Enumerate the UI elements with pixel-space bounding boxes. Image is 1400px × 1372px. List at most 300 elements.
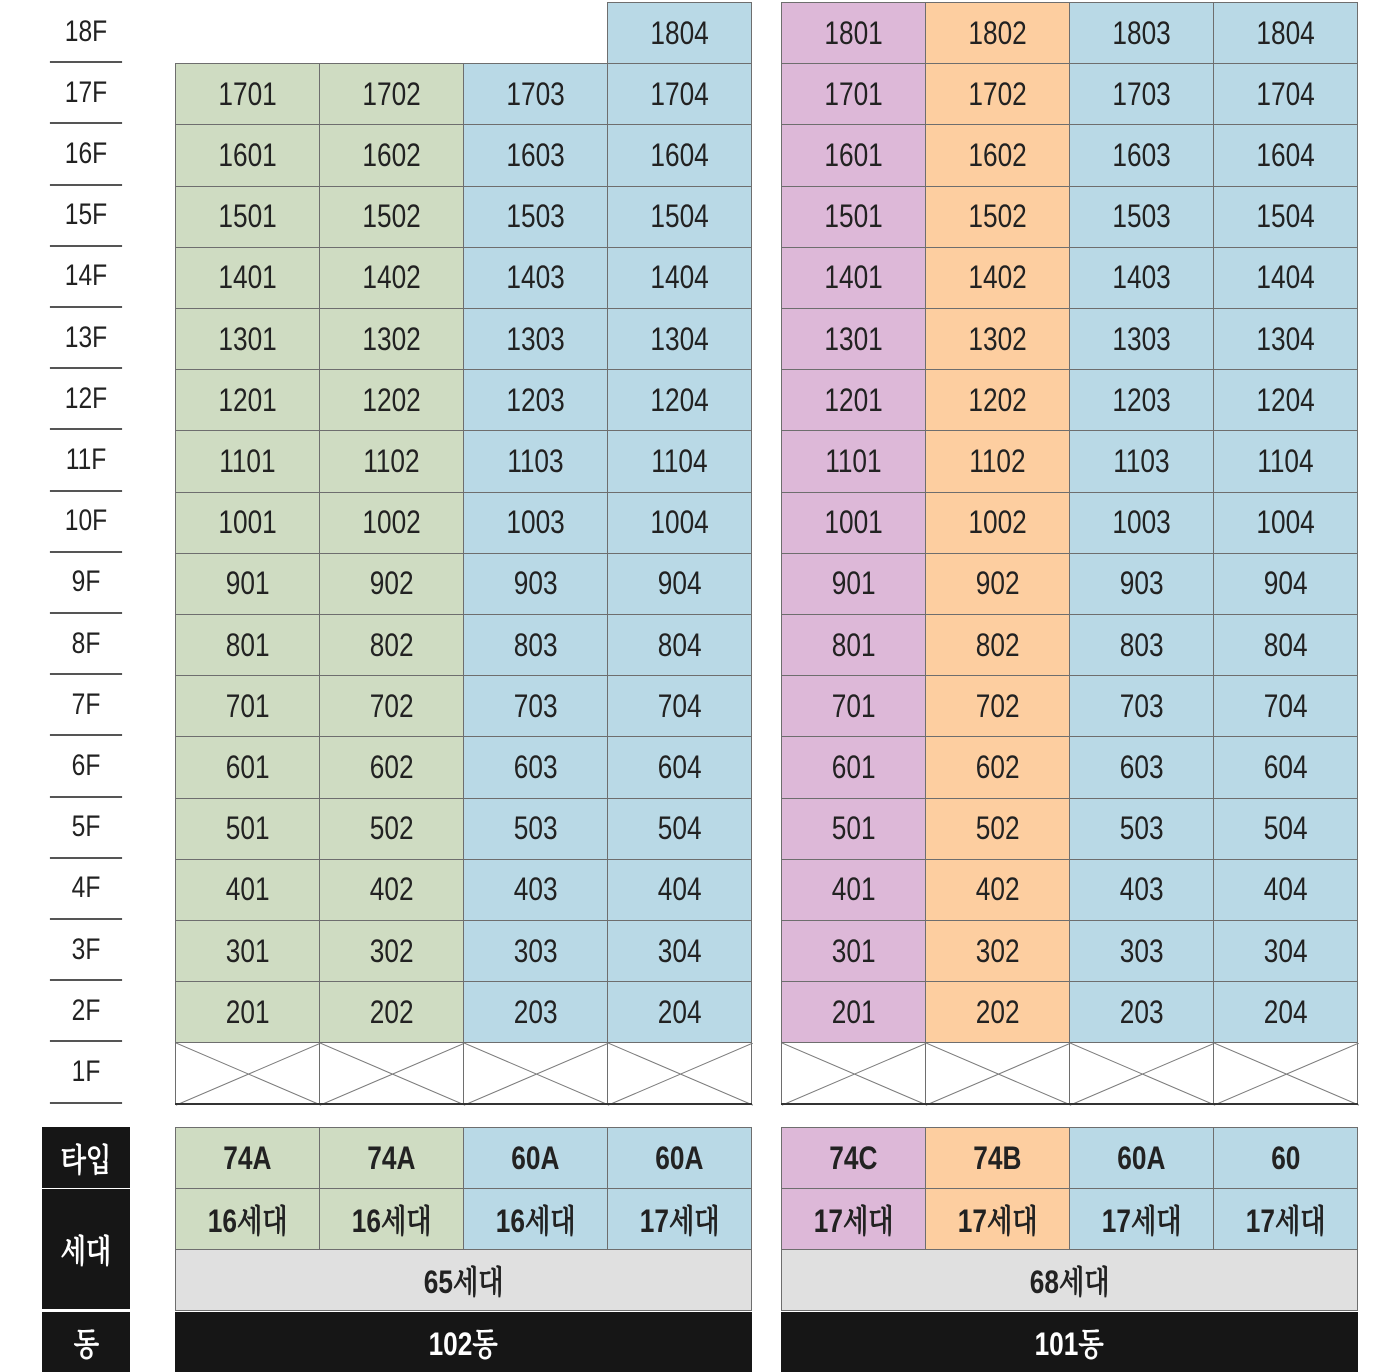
ground-line bbox=[607, 1103, 752, 1105]
unit-cell[interactable] bbox=[1069, 186, 1214, 248]
unit-cell[interactable] bbox=[463, 981, 608, 1043]
unit-cell[interactable] bbox=[1213, 186, 1358, 248]
floor-label: 3F bbox=[50, 920, 122, 981]
unit-number: 301 bbox=[831, 932, 876, 969]
unit-cell[interactable] bbox=[463, 736, 608, 798]
unit-number: 1801 bbox=[824, 14, 883, 51]
unit-cell[interactable] bbox=[463, 675, 608, 737]
unit-cell[interactable] bbox=[175, 553, 320, 615]
unit-number: 402 bbox=[975, 871, 1020, 908]
unit-number: 503 bbox=[513, 810, 558, 847]
cross-mark-icon bbox=[926, 1043, 1071, 1105]
unit-cell[interactable] bbox=[1213, 63, 1358, 125]
unit-cell[interactable] bbox=[925, 247, 1070, 309]
unit-number: 402 bbox=[369, 871, 414, 908]
unit-cell[interactable] bbox=[781, 981, 926, 1043]
building-total bbox=[781, 1249, 1358, 1311]
unit-number: 1102 bbox=[969, 442, 1026, 479]
unit-cell[interactable] bbox=[1213, 2, 1358, 64]
unit-cell[interactable] bbox=[1213, 124, 1358, 186]
unit-number: 1101 bbox=[219, 442, 276, 479]
unit-cell[interactable] bbox=[175, 981, 320, 1043]
unit-number: 404 bbox=[1263, 871, 1308, 908]
pilotis-cell bbox=[1069, 1042, 1214, 1104]
type-header-label: 타입 bbox=[60, 1141, 112, 1178]
unit-cell[interactable] bbox=[319, 124, 464, 186]
unit-cell[interactable] bbox=[925, 430, 1070, 492]
floor-label: 14F bbox=[50, 247, 122, 308]
floor-label: 8F bbox=[50, 614, 122, 675]
households-cell bbox=[607, 1188, 752, 1250]
pilotis-cell bbox=[463, 1042, 608, 1104]
unit-cell[interactable] bbox=[1069, 430, 1214, 492]
unit-cell[interactable] bbox=[1213, 614, 1358, 676]
unit-cell[interactable] bbox=[319, 675, 464, 737]
unit-number: 302 bbox=[369, 932, 414, 969]
unit-number: 701 bbox=[225, 687, 270, 724]
unit-cell[interactable] bbox=[607, 614, 752, 676]
unit-cell[interactable] bbox=[319, 798, 464, 860]
unit-cell[interactable] bbox=[925, 369, 1070, 431]
unit-cell[interactable] bbox=[925, 186, 1070, 248]
unit-number: 403 bbox=[1119, 871, 1164, 908]
unit-number: 1202 bbox=[362, 381, 421, 418]
type-label: 74A bbox=[223, 1139, 272, 1176]
households-cell bbox=[781, 1188, 926, 1250]
unit-number: 204 bbox=[657, 993, 702, 1030]
unit-cell[interactable] bbox=[175, 308, 320, 370]
floor-label: 17F bbox=[50, 63, 122, 124]
unit-number: 304 bbox=[1263, 932, 1308, 969]
households-label: 17세대 bbox=[813, 1203, 894, 1239]
unit-cell[interactable] bbox=[1069, 63, 1214, 125]
floor-label: 1F bbox=[50, 1042, 122, 1103]
unit-cell[interactable] bbox=[1213, 859, 1358, 921]
floor-label: 2F bbox=[50, 981, 122, 1042]
unit-number: 601 bbox=[831, 748, 876, 785]
unit-number: 701 bbox=[831, 687, 876, 724]
unit-cell[interactable] bbox=[463, 186, 608, 248]
unit-cell[interactable] bbox=[607, 736, 752, 798]
unit-cell[interactable] bbox=[319, 247, 464, 309]
unit-number: 1501 bbox=[824, 198, 883, 235]
unit-number: 1602 bbox=[362, 136, 421, 173]
cross-mark-icon bbox=[464, 1043, 609, 1105]
unit-cell[interactable] bbox=[781, 186, 926, 248]
unit-cell[interactable] bbox=[607, 308, 752, 370]
unit-cell[interactable] bbox=[925, 736, 1070, 798]
type-cell bbox=[175, 1127, 320, 1189]
unit-cell[interactable] bbox=[1213, 308, 1358, 370]
unit-cell[interactable] bbox=[463, 553, 608, 615]
unit-cell[interactable] bbox=[781, 859, 926, 921]
unit-number: 1301 bbox=[824, 320, 883, 357]
unit-number: 1601 bbox=[824, 136, 883, 173]
building-name-label: 102동 bbox=[428, 1326, 499, 1362]
unit-cell[interactable] bbox=[463, 247, 608, 309]
households-cell bbox=[925, 1188, 1070, 1250]
unit-cell[interactable] bbox=[175, 798, 320, 860]
unit-number: 1703 bbox=[506, 75, 565, 112]
households-label: 17세대 bbox=[639, 1203, 720, 1239]
unit-number: 204 bbox=[1263, 993, 1308, 1030]
unit-number: 1602 bbox=[968, 136, 1027, 173]
cross-mark-icon bbox=[320, 1043, 465, 1105]
unit-number: 502 bbox=[975, 810, 1020, 847]
households-label: 16세대 bbox=[495, 1203, 576, 1239]
type-cell bbox=[781, 1127, 926, 1189]
unit-number: 1503 bbox=[1112, 198, 1171, 235]
unit-cell[interactable] bbox=[175, 920, 320, 982]
unit-number: 1603 bbox=[1112, 136, 1171, 173]
pilotis-cell bbox=[781, 1042, 926, 1104]
unit-number: 504 bbox=[657, 810, 702, 847]
floor-label: 7F bbox=[50, 675, 122, 736]
unit-number: 1103 bbox=[507, 442, 564, 479]
floor-label: 16F bbox=[50, 124, 122, 185]
unit-number: 1604 bbox=[1256, 136, 1315, 173]
unit-cell[interactable] bbox=[175, 186, 320, 248]
unit-cell[interactable] bbox=[781, 798, 926, 860]
building-name bbox=[175, 1312, 752, 1372]
unit-number: 501 bbox=[225, 810, 270, 847]
unit-cell[interactable] bbox=[319, 186, 464, 248]
unit-cell[interactable] bbox=[1213, 492, 1358, 554]
unit-number: 603 bbox=[1119, 748, 1164, 785]
unit-cell[interactable] bbox=[175, 63, 320, 125]
unit-number: 901 bbox=[831, 565, 876, 602]
floor-label: 5F bbox=[50, 798, 122, 859]
unit-number: 1204 bbox=[1256, 381, 1315, 418]
unit-number: 1702 bbox=[968, 75, 1027, 112]
unit-cell[interactable] bbox=[781, 247, 926, 309]
unit-number: 201 bbox=[225, 993, 270, 1030]
ground-line bbox=[1069, 1103, 1214, 1105]
floor-label: 11F bbox=[50, 430, 122, 491]
unit-cell[interactable] bbox=[319, 553, 464, 615]
unit-cell[interactable] bbox=[1213, 247, 1358, 309]
unit-number: 1304 bbox=[1256, 320, 1315, 357]
unit-cell[interactable] bbox=[1069, 981, 1214, 1043]
households-cell bbox=[1213, 1188, 1358, 1250]
unit-cell[interactable] bbox=[175, 675, 320, 737]
unit-number: 1403 bbox=[1112, 259, 1171, 296]
unit-cell[interactable] bbox=[925, 859, 1070, 921]
unit-cell[interactable] bbox=[319, 430, 464, 492]
unit-number: 1704 bbox=[650, 75, 709, 112]
unit-cell[interactable] bbox=[175, 247, 320, 309]
unit-number: 903 bbox=[513, 565, 558, 602]
unit-cell[interactable] bbox=[607, 920, 752, 982]
unit-number: 803 bbox=[513, 626, 558, 663]
unit-cell[interactable] bbox=[1069, 492, 1214, 554]
unit-number: 403 bbox=[513, 871, 558, 908]
unit-number: 301 bbox=[225, 932, 270, 969]
unit-cell[interactable] bbox=[607, 675, 752, 737]
unit-cell[interactable] bbox=[607, 430, 752, 492]
unit-number: 904 bbox=[657, 565, 702, 602]
pilotis-cell bbox=[319, 1042, 464, 1104]
unit-number: 901 bbox=[225, 565, 270, 602]
type-label: 74C bbox=[829, 1139, 878, 1176]
unit-number: 804 bbox=[1263, 626, 1308, 663]
unit-number: 1103 bbox=[1113, 442, 1170, 479]
unit-cell[interactable] bbox=[781, 63, 926, 125]
unit-number: 904 bbox=[1263, 565, 1308, 602]
unit-cell[interactable] bbox=[319, 859, 464, 921]
unit-number: 1302 bbox=[968, 320, 1027, 357]
unit-number: 1403 bbox=[506, 259, 565, 296]
unit-number: 604 bbox=[657, 748, 702, 785]
unit-cell[interactable] bbox=[463, 308, 608, 370]
unit-cell[interactable] bbox=[607, 553, 752, 615]
ground-line bbox=[781, 1103, 926, 1105]
unit-cell[interactable] bbox=[925, 553, 1070, 615]
unit-cell[interactable] bbox=[1213, 553, 1358, 615]
cross-mark-icon bbox=[1070, 1043, 1215, 1105]
unit-cell[interactable] bbox=[607, 798, 752, 860]
unit-number: 401 bbox=[831, 871, 876, 908]
unit-cell[interactable] bbox=[463, 920, 608, 982]
ground-line bbox=[925, 1103, 1070, 1105]
households-header bbox=[42, 1189, 130, 1309]
unit-cell[interactable] bbox=[1069, 920, 1214, 982]
unit-cell[interactable] bbox=[925, 614, 1070, 676]
unit-cell[interactable] bbox=[781, 614, 926, 676]
unit-cell[interactable] bbox=[781, 920, 926, 982]
unit-number: 1104 bbox=[651, 442, 708, 479]
unit-number: 601 bbox=[225, 748, 270, 785]
unit-cell[interactable] bbox=[925, 63, 1070, 125]
cross-mark-icon bbox=[782, 1043, 927, 1105]
unit-cell[interactable] bbox=[463, 124, 608, 186]
unit-number: 804 bbox=[657, 626, 702, 663]
unit-number: 903 bbox=[1119, 565, 1164, 602]
type-label: 60 bbox=[1270, 1139, 1301, 1176]
unit-number: 1002 bbox=[362, 504, 421, 541]
unit-cell[interactable] bbox=[1069, 859, 1214, 921]
unit-cell[interactable] bbox=[607, 247, 752, 309]
unit-cell[interactable] bbox=[175, 492, 320, 554]
floor-label: 6F bbox=[50, 736, 122, 797]
unit-cell[interactable] bbox=[463, 859, 608, 921]
unit-cell[interactable] bbox=[925, 492, 1070, 554]
households-cell bbox=[463, 1188, 608, 1250]
unit-cell[interactable] bbox=[463, 369, 608, 431]
unit-number: 702 bbox=[975, 687, 1020, 724]
unit-cell[interactable] bbox=[463, 492, 608, 554]
unit-cell[interactable] bbox=[1069, 553, 1214, 615]
unit-number: 1204 bbox=[650, 381, 709, 418]
unit-cell[interactable] bbox=[925, 675, 1070, 737]
unit-number: 801 bbox=[831, 626, 876, 663]
unit-cell[interactable] bbox=[607, 2, 752, 64]
unit-cell[interactable] bbox=[463, 430, 608, 492]
total-households-label: 68세대 bbox=[1029, 1264, 1110, 1300]
unit-number: 1202 bbox=[968, 381, 1027, 418]
unit-cell[interactable] bbox=[319, 981, 464, 1043]
unit-number: 1102 bbox=[363, 442, 420, 479]
pilotis-cell bbox=[175, 1042, 320, 1104]
unit-cell[interactable] bbox=[1069, 798, 1214, 860]
unit-cell[interactable] bbox=[463, 798, 608, 860]
total-households-label: 65세대 bbox=[423, 1264, 504, 1300]
unit-cell[interactable] bbox=[607, 369, 752, 431]
unit-number: 1603 bbox=[506, 136, 565, 173]
type-cell bbox=[463, 1127, 608, 1189]
type-cell bbox=[1069, 1127, 1214, 1189]
unit-cell[interactable] bbox=[925, 981, 1070, 1043]
unit-cell[interactable] bbox=[1213, 981, 1358, 1043]
unit-cell[interactable] bbox=[1213, 736, 1358, 798]
type-cell bbox=[925, 1127, 1070, 1189]
unit-cell[interactable] bbox=[607, 124, 752, 186]
unit-number: 401 bbox=[225, 871, 270, 908]
unit-cell[interactable] bbox=[781, 308, 926, 370]
unit-cell[interactable] bbox=[925, 798, 1070, 860]
unit-cell[interactable] bbox=[463, 63, 608, 125]
unit-cell[interactable] bbox=[1069, 308, 1214, 370]
unit-cell[interactable] bbox=[781, 124, 926, 186]
unit-cell[interactable] bbox=[925, 920, 1070, 982]
unit-number: 902 bbox=[369, 565, 414, 602]
unit-cell[interactable] bbox=[607, 981, 752, 1043]
unit-number: 1704 bbox=[1256, 75, 1315, 112]
unit-cell[interactable] bbox=[781, 2, 926, 64]
ground-line bbox=[1213, 1103, 1358, 1105]
building-header-label: 동 bbox=[73, 1326, 99, 1362]
unit-cell[interactable] bbox=[319, 920, 464, 982]
unit-cell[interactable] bbox=[175, 369, 320, 431]
unit-number: 1804 bbox=[1256, 14, 1315, 51]
unit-cell[interactable] bbox=[463, 614, 608, 676]
unit-number: 304 bbox=[657, 932, 702, 969]
unit-number: 1402 bbox=[968, 259, 1027, 296]
unit-cell[interactable] bbox=[1069, 124, 1214, 186]
unit-cell[interactable] bbox=[175, 859, 320, 921]
households-cell bbox=[1069, 1188, 1214, 1250]
unit-number: 1604 bbox=[650, 136, 709, 173]
unit-cell[interactable] bbox=[319, 614, 464, 676]
type-cell bbox=[1213, 1127, 1358, 1189]
unit-cell[interactable] bbox=[319, 308, 464, 370]
unit-cell[interactable] bbox=[1069, 2, 1214, 64]
unit-cell[interactable] bbox=[319, 736, 464, 798]
pilotis-cell bbox=[925, 1042, 1070, 1104]
unit-cell[interactable] bbox=[1069, 369, 1214, 431]
unit-number: 802 bbox=[975, 626, 1020, 663]
unit-cell[interactable] bbox=[1069, 247, 1214, 309]
unit-cell[interactable] bbox=[319, 63, 464, 125]
unit-number: 1104 bbox=[1257, 442, 1314, 479]
building-header bbox=[42, 1312, 130, 1372]
unit-cell[interactable] bbox=[319, 369, 464, 431]
unit-cell[interactable] bbox=[925, 124, 1070, 186]
unit-cell[interactable] bbox=[781, 675, 926, 737]
unit-number: 1501 bbox=[218, 198, 277, 235]
unit-number: 1502 bbox=[968, 198, 1027, 235]
unit-number: 1401 bbox=[218, 259, 277, 296]
unit-number: 1003 bbox=[1112, 504, 1171, 541]
unit-cell[interactable] bbox=[781, 430, 926, 492]
unit-cell[interactable] bbox=[1069, 675, 1214, 737]
unit-cell[interactable] bbox=[607, 859, 752, 921]
cross-mark-icon bbox=[1214, 1043, 1359, 1105]
unit-cell[interactable] bbox=[175, 614, 320, 676]
cross-mark-icon bbox=[608, 1043, 753, 1105]
unit-cell[interactable] bbox=[607, 63, 752, 125]
unit-cell[interactable] bbox=[781, 369, 926, 431]
unit-number: 702 bbox=[369, 687, 414, 724]
households-label: 17세대 bbox=[1245, 1203, 1326, 1239]
unit-number: 704 bbox=[657, 687, 702, 724]
unit-cell[interactable] bbox=[1213, 920, 1358, 982]
unit-number: 602 bbox=[975, 748, 1020, 785]
unit-cell[interactable] bbox=[319, 492, 464, 554]
households-label: 17세대 bbox=[1101, 1203, 1182, 1239]
unit-number: 1401 bbox=[824, 259, 883, 296]
unit-cell[interactable] bbox=[781, 492, 926, 554]
households-cell bbox=[175, 1188, 320, 1250]
unit-cell[interactable] bbox=[925, 2, 1070, 64]
floor-label: 9F bbox=[50, 553, 122, 614]
unit-cell[interactable] bbox=[1213, 798, 1358, 860]
unit-cell[interactable] bbox=[1213, 675, 1358, 737]
unit-number: 1702 bbox=[362, 75, 421, 112]
unit-number: 602 bbox=[369, 748, 414, 785]
unit-number: 801 bbox=[225, 626, 270, 663]
unit-number: 404 bbox=[657, 871, 702, 908]
unit-cell[interactable] bbox=[925, 308, 1070, 370]
unit-cell[interactable] bbox=[175, 736, 320, 798]
pilotis-cell bbox=[1213, 1042, 1358, 1104]
households-header-label: 세대 bbox=[60, 1233, 112, 1269]
unit-number: 303 bbox=[1119, 932, 1164, 969]
unit-cell[interactable] bbox=[607, 492, 752, 554]
unit-cell[interactable] bbox=[175, 124, 320, 186]
floor-label: 10F bbox=[50, 492, 122, 553]
households-cell bbox=[319, 1188, 464, 1250]
unit-cell[interactable] bbox=[1069, 736, 1214, 798]
households-label: 16세대 bbox=[351, 1203, 432, 1239]
unit-number: 802 bbox=[369, 626, 414, 663]
building-total bbox=[175, 1249, 752, 1311]
floor-label: 13F bbox=[50, 308, 122, 369]
unit-cell[interactable] bbox=[175, 430, 320, 492]
unit-number: 302 bbox=[975, 932, 1020, 969]
unit-number: 1203 bbox=[1112, 381, 1171, 418]
unit-cell[interactable] bbox=[1213, 430, 1358, 492]
unit-number: 1502 bbox=[362, 198, 421, 235]
unit-number: 1404 bbox=[650, 259, 709, 296]
unit-number: 1004 bbox=[650, 504, 709, 541]
unit-cell[interactable] bbox=[1069, 614, 1214, 676]
unit-number: 201 bbox=[831, 993, 876, 1030]
unit-number: 1003 bbox=[506, 504, 565, 541]
type-cell bbox=[319, 1127, 464, 1189]
unit-cell[interactable] bbox=[781, 736, 926, 798]
unit-number: 1701 bbox=[824, 75, 883, 112]
unit-cell[interactable] bbox=[607, 186, 752, 248]
ground-line bbox=[463, 1103, 608, 1105]
unit-number: 202 bbox=[975, 993, 1020, 1030]
households-label: 16세대 bbox=[207, 1203, 288, 1239]
ground-line bbox=[175, 1103, 320, 1105]
unit-number: 603 bbox=[513, 748, 558, 785]
unit-cell[interactable] bbox=[781, 553, 926, 615]
unit-cell[interactable] bbox=[1213, 369, 1358, 431]
unit-number: 503 bbox=[1119, 810, 1164, 847]
